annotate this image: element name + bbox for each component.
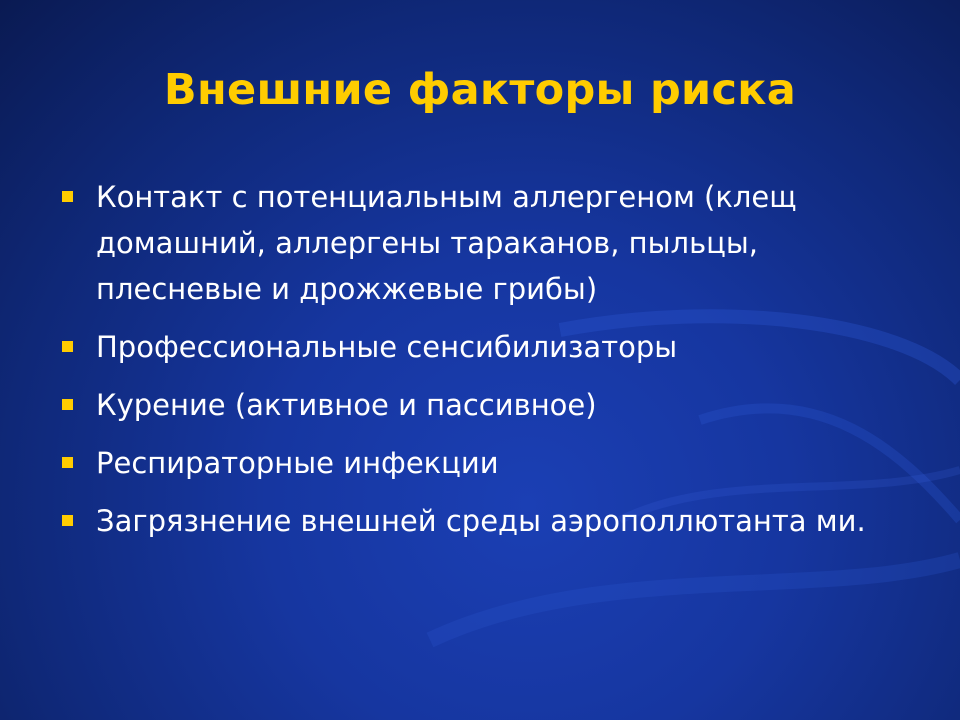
bullet-text: Профессиональные сенсибилизаторы xyxy=(96,330,678,364)
square-bullet-icon xyxy=(62,457,73,468)
bullet-text: Загрязнение внешней среды аэрополлютанта ми. xyxy=(96,504,866,538)
square-bullet-icon xyxy=(62,399,73,410)
square-bullet-icon xyxy=(62,515,73,526)
background-swirl-line xyxy=(430,560,960,640)
bullet-item xyxy=(62,440,902,486)
bullet-item xyxy=(62,324,902,370)
bullet-item xyxy=(62,174,902,312)
square-bullet-icon xyxy=(62,191,73,202)
square-bullet-icon xyxy=(62,341,73,352)
bullet-item xyxy=(62,498,902,544)
bullet-text: Респираторные инфекции xyxy=(96,446,499,480)
bullet-list xyxy=(62,174,902,556)
bullet-item xyxy=(62,382,902,428)
slide-title: Внешние факторы риска xyxy=(163,65,797,115)
bullet-text: Курение (активное и пассивное) xyxy=(96,388,597,422)
bullet-text: Контакт с потенциальным аллергеном (клещ домашний, аллергены тараканов, пыльцы, плесневые и дрожжевые грибы) xyxy=(96,180,797,306)
